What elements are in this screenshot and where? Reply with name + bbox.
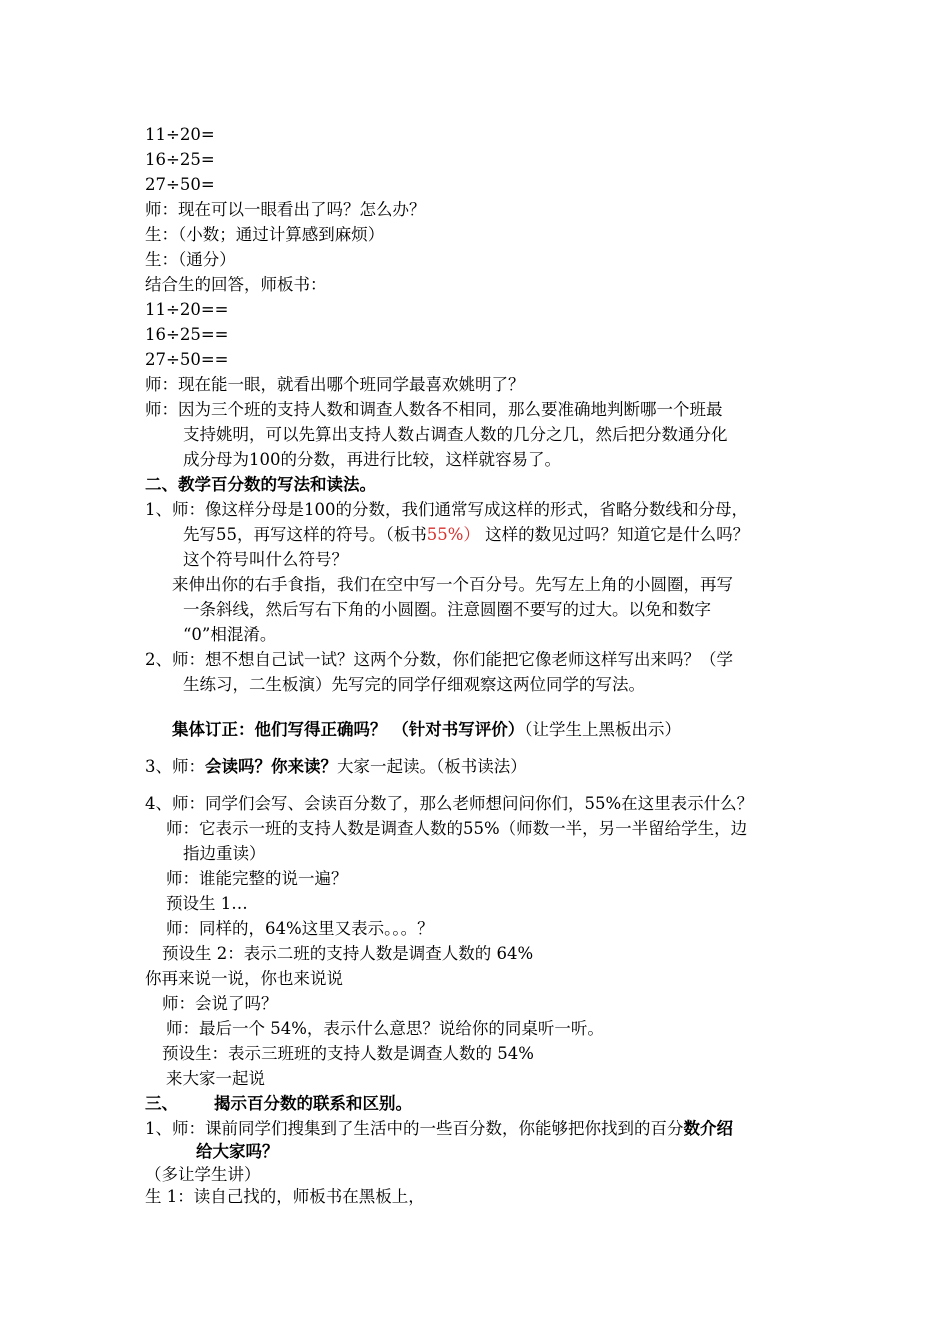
text-line: 11÷20= (145, 125, 215, 144)
text-line: 预设生 1… (166, 894, 248, 913)
text-line: 16÷25= (145, 150, 215, 169)
text-line: 生 1：读自己找的，师板书在黑板上， (145, 1187, 425, 1206)
text-line: 2、师：想不想自己试一试？这两个分数，你们能把它像老师这样写出来吗？（学 (145, 650, 733, 669)
text-line: “0”相混淆。 (183, 625, 277, 644)
text-line: 师：最后一个 54%，表示什么意思？说给你的同桌听一听。 (166, 1019, 604, 1038)
text-line: 你再来说一说，你也来说说 (145, 969, 343, 988)
text-line: 预设生：表示三班班的支持人数是调查人数的 54% (162, 1044, 534, 1063)
bold-text: 数介绍 (683, 1119, 733, 1138)
text-line: 生：（通分） (145, 250, 236, 269)
text-line: 预设生 2：表示二班的支持人数是调查人数的 64% (162, 944, 534, 963)
text-line (183, 524, 749, 546)
text-line: （多让学生讲） (145, 1165, 261, 1184)
heading-number: 三、 (145, 1094, 178, 1113)
text-line: 师：现在能一眼，就看出哪个班同学最喜欢姚明了？ (145, 375, 525, 394)
text-line: 一条斜线，然后写右下角的小圆圈。注意圆圈不要写的过大。以免和数字 (183, 600, 711, 619)
heading-text: 揭示百分数的联系和区别。 (214, 1094, 412, 1113)
text-line: 16÷25== (145, 325, 229, 344)
section-heading: 二、教学百分数的写法和读法。 (145, 475, 376, 494)
text-line: 师：它表示一班的支持人数是调查人数的55%（师数一半，另一半留给学生，边 (166, 819, 748, 838)
text-line: 1、师：像这样分母是100的分数，我们通常写成这样的形式，省略分数线和分母， (145, 500, 748, 519)
text-line: 支持姚明，可以先算出支持人数占调查人数的几分之几，然后把分数通分化 (183, 425, 728, 444)
text-line: 结合生的回答，师板书： (145, 275, 327, 294)
text-line: 27÷50= (145, 175, 215, 194)
text-span: 1、师：课前同学们搜集到了生活中的一些百分数，你能够把你找到的百分 (145, 1119, 684, 1138)
text-line: 指边重读） (183, 844, 266, 863)
text-line: 给大家吗？ (196, 1142, 279, 1161)
bold-text: 会读吗？你来读？ (205, 757, 337, 776)
text-line: 生练习，二生板演）先写完的同学仔细观察这两位同学的写法。 (183, 675, 645, 694)
text-line: 师：谁能完整的说一遍？ (166, 869, 348, 888)
text-line: 4、师：同学们会写、会读百分数了，那么老师想问问你们，55%在这里表示什么？ (145, 794, 754, 813)
section-heading (145, 1093, 412, 1115)
text-span: 大家一起读。（板书读法） (337, 757, 527, 776)
text-span: 先写55，再写这样的符号。（板书 (183, 525, 427, 544)
correction-line (172, 719, 681, 741)
text-line (145, 756, 527, 778)
text-line: 生：（小数；通过计算感到麻烦） (145, 225, 385, 244)
text-line: 来伸出你的右手食指，我们在空中写一个百分号。先写左上角的小圆圈，再写 (172, 575, 733, 594)
bold-text: 集体订正：他们写得正确吗？ （针对书写评价） (172, 720, 525, 739)
text-line: 师：现在可以一眼看出了吗？怎么办？ (145, 200, 426, 219)
text-line: 27÷50== (145, 350, 229, 369)
highlight-text: 55%） (426, 525, 480, 544)
text-line: 师：会说了吗？ (162, 994, 278, 1013)
text-line: 师：同样的，64%这里又表示。。。？ (166, 919, 434, 938)
text-line: 成分母为100的分数，再进行比较，这样就容易了。 (183, 450, 561, 469)
text-span: （让学生上黑板出示） (524, 720, 681, 739)
text-line (145, 1118, 733, 1140)
text-line: 这个符号叫什么符号？ (183, 550, 348, 569)
text-line: 师：因为三个班的支持人数和调查人数各不相同，那么要准确地判断哪一个班最 (145, 400, 723, 419)
text-span: 这样的数见过吗？知道它是什么吗？ (479, 525, 750, 544)
text-span: 3、师： (145, 757, 205, 776)
text-line: 11÷20== (145, 300, 229, 319)
text-line: 来大家一起说 (166, 1069, 265, 1088)
